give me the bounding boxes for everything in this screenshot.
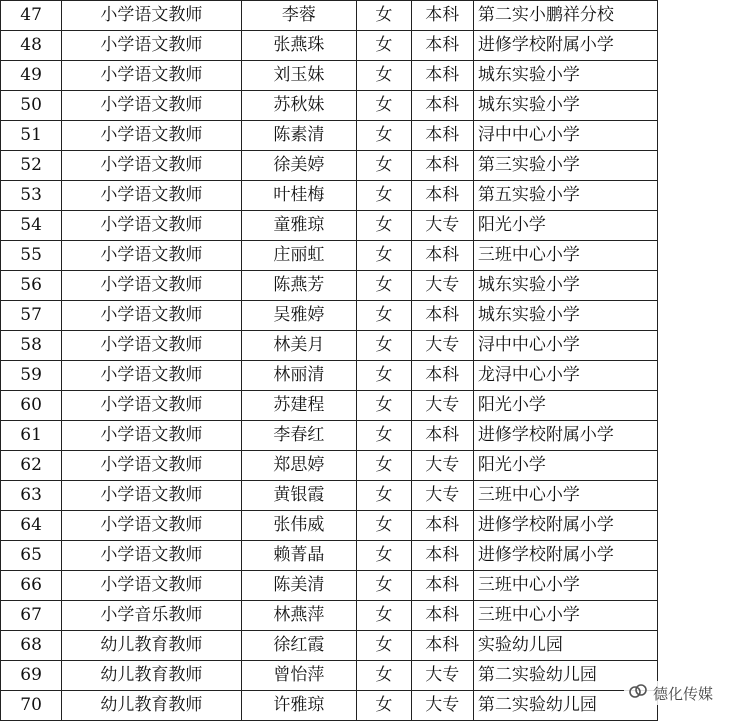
table-row <box>1 571 734 601</box>
position-cell: 小学语文教师 <box>62 571 241 601</box>
name-cell: 刘玉妹 <box>241 61 357 91</box>
gender-cell: 女 <box>357 301 411 331</box>
table-row <box>1 211 734 241</box>
table-row <box>1 631 734 661</box>
name-cell: 黄银霞 <box>241 481 357 511</box>
education-cell: 本科 <box>411 301 473 331</box>
name-cell: 陈燕芳 <box>241 271 357 301</box>
education-cell: 大专 <box>411 451 473 481</box>
blank-margin <box>657 61 734 91</box>
blank-margin <box>657 541 734 571</box>
row-number: 50 <box>1 91 62 121</box>
row-number: 70 <box>1 691 62 721</box>
name-cell: 徐美婷 <box>241 151 357 181</box>
table-row <box>1 511 734 541</box>
name-cell: 叶桂梅 <box>241 181 357 211</box>
table-body <box>1 1 734 721</box>
row-number: 61 <box>1 421 62 451</box>
row-number: 47 <box>1 1 62 31</box>
row-number: 60 <box>1 391 62 421</box>
blank-margin <box>657 391 734 421</box>
position-cell: 小学语文教师 <box>62 271 241 301</box>
school-cell: 城东实验小学 <box>473 91 657 121</box>
table-row <box>1 181 734 211</box>
gender-cell: 女 <box>357 151 411 181</box>
blank-margin <box>657 1 734 31</box>
name-cell: 苏建程 <box>241 391 357 421</box>
education-cell: 大专 <box>411 331 473 361</box>
table-row <box>1 91 734 121</box>
position-cell: 小学语文教师 <box>62 181 241 211</box>
education-cell: 本科 <box>411 541 473 571</box>
table-row <box>1 451 734 481</box>
row-number: 58 <box>1 331 62 361</box>
position-cell: 小学语文教师 <box>62 421 241 451</box>
school-cell: 第二实验幼儿园 <box>473 691 657 721</box>
table-row <box>1 61 734 91</box>
source-watermark <box>624 681 716 705</box>
name-cell: 林燕萍 <box>241 601 357 631</box>
name-cell: 李蓉 <box>241 1 357 31</box>
school-cell: 浔中中心小学 <box>473 121 657 151</box>
table-row <box>1 331 734 361</box>
blank-margin <box>657 271 734 301</box>
row-number: 49 <box>1 61 62 91</box>
watermark-text: 德化传媒 <box>652 684 713 703</box>
position-cell: 小学语文教师 <box>62 61 241 91</box>
gender-cell: 女 <box>357 361 411 391</box>
name-cell: 陈素清 <box>241 121 357 151</box>
school-cell: 三班中心小学 <box>473 481 657 511</box>
position-cell: 小学语文教师 <box>62 1 241 31</box>
school-cell: 浔中中心小学 <box>473 331 657 361</box>
blank-margin <box>657 151 734 181</box>
table-row <box>1 121 734 151</box>
row-number: 57 <box>1 301 62 331</box>
table-row <box>1 271 734 301</box>
name-cell: 张伟威 <box>241 511 357 541</box>
education-cell: 本科 <box>411 1 473 31</box>
position-cell: 小学语文教师 <box>62 331 241 361</box>
table-row <box>1 601 734 631</box>
name-cell: 曾怡萍 <box>241 661 357 691</box>
table-row <box>1 391 734 421</box>
row-number: 59 <box>1 361 62 391</box>
gender-cell: 女 <box>357 241 411 271</box>
blank-margin <box>657 181 734 211</box>
row-number: 54 <box>1 211 62 241</box>
blank-margin <box>657 511 734 541</box>
education-cell: 大专 <box>411 691 473 721</box>
blank-margin <box>657 571 734 601</box>
gender-cell: 女 <box>357 181 411 211</box>
education-cell: 本科 <box>411 91 473 121</box>
row-number: 66 <box>1 571 62 601</box>
blank-margin <box>657 631 734 661</box>
table-row <box>1 301 734 331</box>
school-cell: 三班中心小学 <box>473 601 657 631</box>
row-number: 68 <box>1 631 62 661</box>
gender-cell: 女 <box>357 661 411 691</box>
position-cell: 幼儿教育教师 <box>62 661 241 691</box>
row-number: 64 <box>1 511 62 541</box>
position-cell: 小学语文教师 <box>62 511 241 541</box>
row-number: 53 <box>1 181 62 211</box>
table-row <box>1 31 734 61</box>
name-cell: 吴雅婷 <box>241 301 357 331</box>
school-cell: 城东实验小学 <box>473 271 657 301</box>
education-cell: 本科 <box>411 511 473 541</box>
blank-margin <box>657 361 734 391</box>
position-cell: 小学语文教师 <box>62 241 241 271</box>
blank-margin <box>657 421 734 451</box>
blank-margin <box>657 601 734 631</box>
school-cell: 进修学校附属小学 <box>473 421 657 451</box>
gender-cell: 女 <box>357 1 411 31</box>
position-cell: 小学音乐教师 <box>62 601 241 631</box>
gender-cell: 女 <box>357 451 411 481</box>
name-cell: 林丽清 <box>241 361 357 391</box>
row-number: 67 <box>1 601 62 631</box>
education-cell: 本科 <box>411 241 473 271</box>
position-cell: 幼儿教育教师 <box>62 631 241 661</box>
name-cell: 李春红 <box>241 421 357 451</box>
school-cell: 第五实验小学 <box>473 181 657 211</box>
education-cell: 本科 <box>411 31 473 61</box>
position-cell: 小学语文教师 <box>62 91 241 121</box>
row-number: 48 <box>1 31 62 61</box>
gender-cell: 女 <box>357 511 411 541</box>
blank-margin <box>657 211 734 241</box>
education-cell: 本科 <box>411 631 473 661</box>
gender-cell: 女 <box>357 271 411 301</box>
position-cell: 幼儿教育教师 <box>62 691 241 721</box>
education-cell: 本科 <box>411 571 473 601</box>
name-cell: 张燕珠 <box>241 31 357 61</box>
row-number: 65 <box>1 541 62 571</box>
education-cell: 本科 <box>411 181 473 211</box>
position-cell: 小学语文教师 <box>62 361 241 391</box>
gender-cell: 女 <box>357 331 411 361</box>
row-number: 55 <box>1 241 62 271</box>
name-cell: 庄丽虹 <box>241 241 357 271</box>
blank-margin <box>657 121 734 151</box>
position-cell: 小学语文教师 <box>62 541 241 571</box>
school-cell: 阳光小学 <box>473 211 657 241</box>
school-cell: 三班中心小学 <box>473 241 657 271</box>
blank-margin <box>657 241 734 271</box>
name-cell: 赖菁晶 <box>241 541 357 571</box>
education-cell: 大专 <box>411 481 473 511</box>
row-number: 52 <box>1 151 62 181</box>
position-cell: 小学语文教师 <box>62 31 241 61</box>
row-number: 69 <box>1 661 62 691</box>
row-number: 62 <box>1 451 62 481</box>
gender-cell: 女 <box>357 91 411 121</box>
name-cell: 童雅琼 <box>241 211 357 241</box>
position-cell: 小学语文教师 <box>62 211 241 241</box>
school-cell: 进修学校附属小学 <box>473 511 657 541</box>
school-cell: 进修学校附属小学 <box>473 31 657 61</box>
row-number: 51 <box>1 121 62 151</box>
table-row <box>1 481 734 511</box>
position-cell: 小学语文教师 <box>62 391 241 421</box>
row-number: 63 <box>1 481 62 511</box>
gender-cell: 女 <box>357 601 411 631</box>
education-cell: 本科 <box>411 601 473 631</box>
name-cell: 郑思婷 <box>241 451 357 481</box>
school-cell: 进修学校附属小学 <box>473 541 657 571</box>
position-cell: 小学语文教师 <box>62 121 241 151</box>
education-cell: 大专 <box>411 271 473 301</box>
school-cell: 城东实验小学 <box>473 301 657 331</box>
school-cell: 阳光小学 <box>473 451 657 481</box>
gender-cell: 女 <box>357 61 411 91</box>
school-cell: 第三实验小学 <box>473 151 657 181</box>
school-cell: 龙浔中心小学 <box>473 361 657 391</box>
gender-cell: 女 <box>357 691 411 721</box>
education-cell: 本科 <box>411 421 473 451</box>
blank-margin <box>657 91 734 121</box>
blank-margin <box>657 301 734 331</box>
table-row <box>1 421 734 451</box>
blank-margin <box>657 451 734 481</box>
name-cell: 陈美清 <box>241 571 357 601</box>
blank-margin <box>657 331 734 361</box>
row-number: 56 <box>1 271 62 301</box>
position-cell: 小学语文教师 <box>62 301 241 331</box>
table-row <box>1 241 734 271</box>
name-cell: 林美月 <box>241 331 357 361</box>
blank-margin <box>657 31 734 61</box>
gender-cell: 女 <box>357 481 411 511</box>
gender-cell: 女 <box>357 211 411 241</box>
school-cell: 城东实验小学 <box>473 61 657 91</box>
blank-margin <box>657 481 734 511</box>
table-row <box>1 1 734 31</box>
gender-cell: 女 <box>357 631 411 661</box>
gender-cell: 女 <box>357 121 411 151</box>
wechat-official-account-icon <box>627 682 649 704</box>
table-row <box>1 541 734 571</box>
school-cell: 第二实验幼儿园 <box>473 661 657 691</box>
education-cell: 本科 <box>411 61 473 91</box>
education-cell: 大专 <box>411 391 473 421</box>
gender-cell: 女 <box>357 571 411 601</box>
school-cell: 实验幼儿园 <box>473 631 657 661</box>
position-cell: 小学语文教师 <box>62 451 241 481</box>
school-cell: 阳光小学 <box>473 391 657 421</box>
table-row <box>1 151 734 181</box>
name-cell: 徐红霞 <box>241 631 357 661</box>
education-cell: 大专 <box>411 211 473 241</box>
education-cell: 本科 <box>411 151 473 181</box>
name-cell: 苏秋妹 <box>241 91 357 121</box>
name-cell: 许雅琼 <box>241 691 357 721</box>
education-cell: 本科 <box>411 121 473 151</box>
school-cell: 三班中心小学 <box>473 571 657 601</box>
gender-cell: 女 <box>357 421 411 451</box>
gender-cell: 女 <box>357 31 411 61</box>
table-row <box>1 361 734 391</box>
school-cell: 第二实小鹏祥分校 <box>473 1 657 31</box>
gender-cell: 女 <box>357 391 411 421</box>
position-cell: 小学语文教师 <box>62 151 241 181</box>
position-cell: 小学语文教师 <box>62 481 241 511</box>
education-cell: 本科 <box>411 361 473 391</box>
gender-cell: 女 <box>357 541 411 571</box>
education-cell: 大专 <box>411 661 473 691</box>
